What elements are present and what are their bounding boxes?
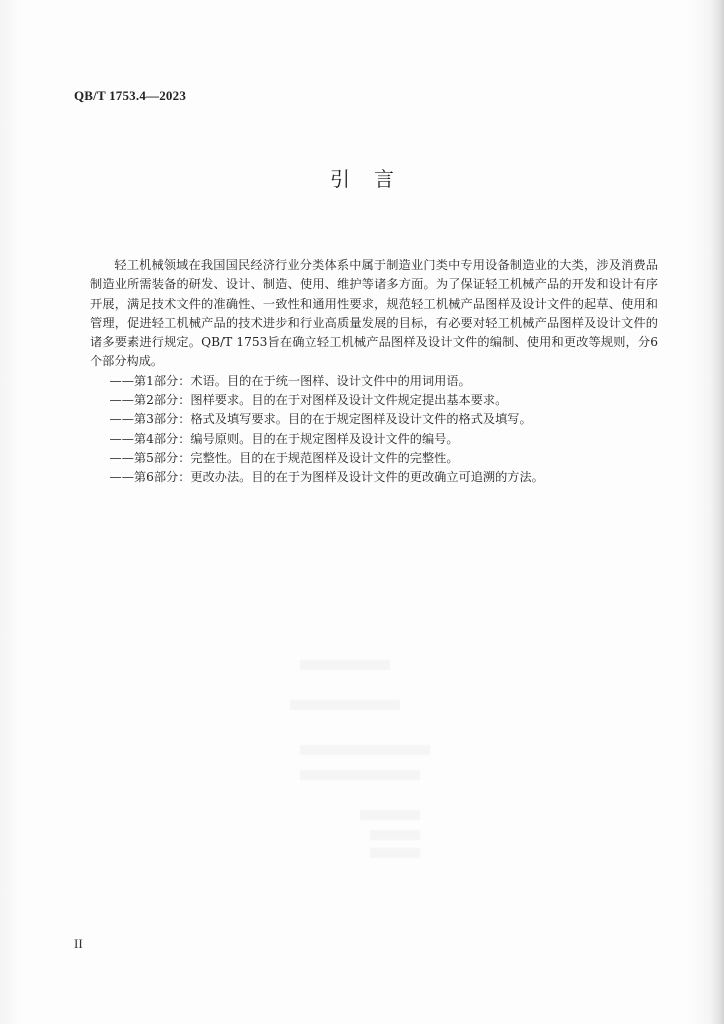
- show-through-artifact: [370, 848, 420, 858]
- intro-paragraph: 轻工机械领域在我国国民经济行业分类体系中属于制造业门类中专用设备制造业的大类，涉及消费品制造业所需装备的研发、设计、制造、使用、维护等诸多方面。为了保证轻工机械产品的开发和设计有序开展，满足技术文件的准确性、一致性和通用性要求，规范轻工机械产品图样及设计文件的起草、使用和管理，促进轻工机械产品的技术进步和行业高质量发展的目标，有必要对轻工机械产品图样及设计文件的诸多要素进行规定。QB/T 1753旨在确立轻工机械产品图样及设计文件的编制、使用和更改等规则，分6个部分构成。: [90, 258, 658, 369]
- page-edge-shadow: [710, 0, 724, 1024]
- list-item: ——第6部分：更改办法。目的在于为图样及设计文件的更改确立可追溯的方法。: [109, 470, 544, 485]
- list-item: ——第2部分：图样要求。目的在于对图样及设计文件规定提出基本要求。: [109, 393, 508, 408]
- list-item: ——第4部分：编号原则。目的在于规定图样及设计文件的编号。: [109, 431, 459, 446]
- page-number: II: [74, 936, 83, 951]
- list-item: ——第5部分：完整性。目的在于规范图样及设计文件的完整性。: [109, 450, 459, 465]
- show-through-artifact: [300, 660, 390, 670]
- show-through-artifact: [360, 810, 420, 820]
- section-heading: 引言: [330, 167, 418, 191]
- standard-number: QB/T 1753.4—2023: [74, 88, 187, 103]
- foreword-body: [90, 256, 658, 488]
- show-through-artifact: [370, 830, 420, 840]
- list-item: ——第1部分：术语。目的在于统一图样、设计文件中的用词用语。: [109, 373, 471, 388]
- parts-list: [90, 372, 658, 488]
- show-through-artifact: [300, 770, 420, 780]
- show-through-artifact: [290, 700, 400, 710]
- list-item: ——第3部分：格式及填写要求。目的在于规定图样及设计文件的格式及填写。: [109, 412, 532, 427]
- show-through-artifact: [300, 745, 430, 755]
